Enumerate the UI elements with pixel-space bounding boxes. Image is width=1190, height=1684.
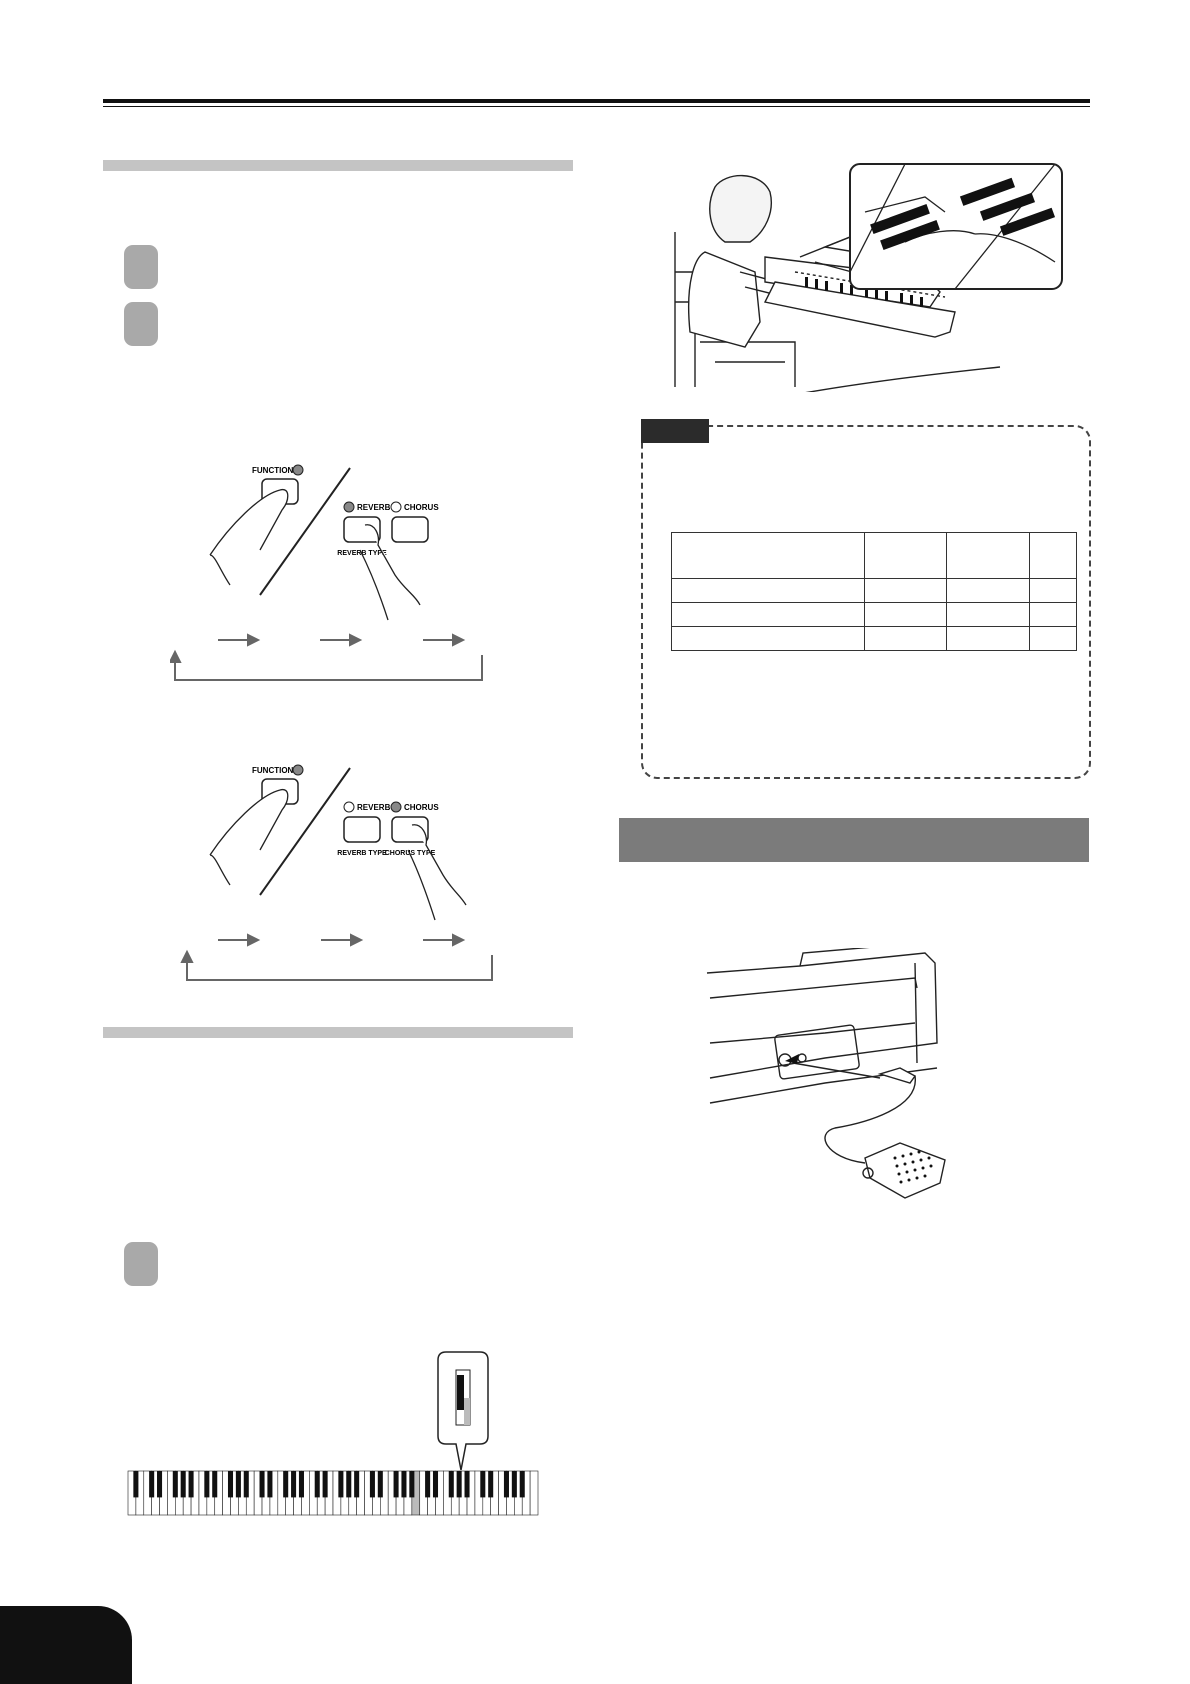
- table-row: [672, 603, 1077, 627]
- black-key: [149, 1471, 154, 1497]
- table-cell: [865, 533, 947, 579]
- black-key: [283, 1471, 288, 1497]
- black-key: [315, 1471, 320, 1497]
- reverb-button-2: [344, 817, 380, 842]
- section-bar-keyboard: [103, 1027, 573, 1038]
- black-key: [173, 1471, 178, 1497]
- reverb-type-label: REVERB TYPE: [337, 550, 387, 557]
- note-tab: [641, 419, 709, 443]
- black-key: [157, 1471, 162, 1497]
- step-badge-3: [124, 1242, 158, 1286]
- black-key: [204, 1471, 209, 1497]
- black-key: [465, 1471, 470, 1497]
- black-key: [512, 1471, 517, 1497]
- reverb-cycle-arrows: [170, 630, 490, 685]
- black-key: [401, 1471, 406, 1497]
- black-key: [189, 1471, 194, 1497]
- black-key: [370, 1471, 375, 1497]
- reverb-button-illustration: [190, 455, 490, 625]
- table-row: [672, 627, 1077, 651]
- table-header-row: [672, 533, 1077, 579]
- full-keyboard: [127, 1470, 539, 1516]
- section-bar-pedal: [619, 818, 1089, 862]
- black-key: [323, 1471, 328, 1497]
- black-key: [267, 1471, 272, 1497]
- chorus-led-2: [391, 802, 401, 812]
- black-key: [488, 1471, 493, 1497]
- function-label-2: FUNCTION: [252, 766, 294, 775]
- black-key: [425, 1471, 430, 1497]
- chorus-label: CHORUS: [404, 503, 439, 512]
- function-led-2: [293, 765, 303, 775]
- table-row: [672, 579, 1077, 603]
- step-badge-1: [124, 245, 158, 289]
- black-key: [504, 1471, 509, 1497]
- white-key: [530, 1471, 538, 1515]
- reverb-type-label-2: REVERB TYPE: [337, 850, 387, 857]
- reverb-led: [344, 502, 354, 512]
- chorus-led: [391, 502, 401, 512]
- black-key: [520, 1471, 525, 1497]
- table-cell: [672, 533, 865, 579]
- header-rule-thin: [103, 106, 1090, 107]
- reverb-label: REVERB: [357, 503, 391, 512]
- black-key: [378, 1471, 383, 1497]
- black-key: [260, 1471, 265, 1497]
- black-key: [338, 1471, 343, 1497]
- chorus-cycle-arrows: [178, 930, 498, 985]
- step-badge-2: [124, 302, 158, 346]
- table-cell: [947, 533, 1030, 579]
- black-key: [409, 1471, 414, 1497]
- black-key: [181, 1471, 186, 1497]
- section-bar-reverb-chorus: [103, 160, 573, 171]
- chorus-type-label-2: CHORUS TYPE: [384, 850, 436, 857]
- key-callout: [436, 1350, 490, 1474]
- black-key: [346, 1471, 351, 1497]
- black-key: [212, 1471, 217, 1497]
- black-key: [394, 1471, 399, 1497]
- chorus-label-2: CHORUS: [404, 803, 439, 812]
- black-key: [480, 1471, 485, 1497]
- black-key: [449, 1471, 454, 1497]
- player-illustration: [655, 162, 1065, 392]
- table-cell: [1030, 533, 1077, 579]
- effect-table: [671, 532, 1077, 651]
- function-led: [293, 465, 303, 475]
- black-key: [457, 1471, 462, 1497]
- black-key: [228, 1471, 233, 1497]
- black-key: [133, 1471, 138, 1497]
- black-key: [354, 1471, 359, 1497]
- header-rule: [103, 99, 1090, 103]
- function-label: FUNCTION: [252, 466, 294, 475]
- black-key: [433, 1471, 438, 1497]
- black-key: [291, 1471, 296, 1497]
- reverb-label-2: REVERB: [357, 803, 391, 812]
- black-key: [299, 1471, 304, 1497]
- pedal-connection-illustration: [705, 948, 975, 1203]
- page-number-tab: [0, 1606, 132, 1684]
- chorus-button-illustration: [190, 755, 490, 925]
- black-key: [244, 1471, 249, 1497]
- reverb-led-2: [344, 802, 354, 812]
- chorus-button: [392, 517, 428, 542]
- black-key: [236, 1471, 241, 1497]
